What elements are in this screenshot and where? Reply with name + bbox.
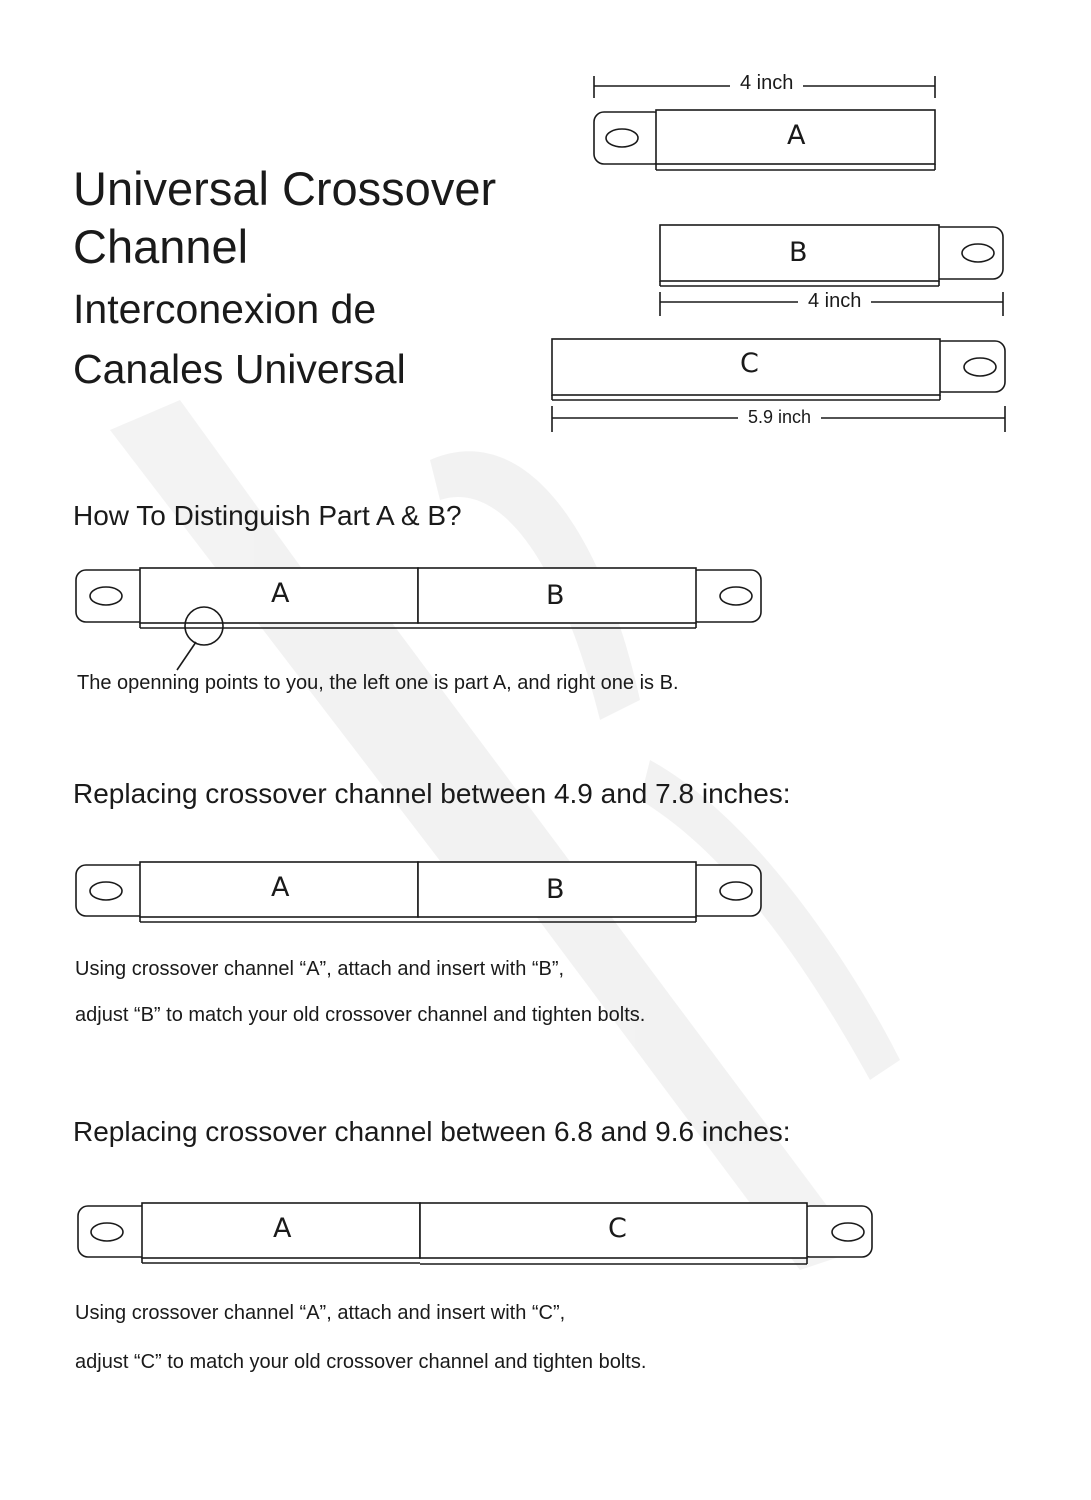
- section-2-heading: Replacing crossover channel between 4.9 and 7.8 inches:: [73, 778, 791, 809]
- section-3-right-label: C: [608, 1213, 627, 1244]
- part-a-channel: [594, 110, 935, 170]
- assembly-ab-distinguish: [76, 568, 761, 670]
- section-3-instruction-2: adjust “C” to match your old crossover channel and tighten bolts.: [75, 1351, 647, 1373]
- section-3-left-label: A: [273, 1213, 292, 1244]
- part-c-length-label: 5.9 inch: [738, 407, 821, 428]
- section-2-instruction-2: adjust “B” to match your old crossover channel and tighten bolts.: [75, 1004, 646, 1026]
- section-2-right-label: B: [546, 874, 565, 905]
- section-3-instruction-1: Using crossover channel “A”, attach and insert with “C”,: [75, 1302, 566, 1324]
- assembly-ab-short: [76, 862, 761, 922]
- part-a-length-label: 4 inch: [730, 72, 803, 95]
- part-c-channel: [552, 339, 1005, 400]
- section-2-instruction-1: Using crossover channel “A”, attach and insert with “B”,: [75, 958, 565, 980]
- part-b-length-label: 4 inch: [798, 290, 871, 313]
- section-1-caption: The openning points to you, the left one is part A, and right one is B.: [77, 672, 679, 694]
- section-1-right-label: B: [546, 580, 565, 611]
- title-line-4: Canales Universal: [73, 346, 406, 392]
- title-line-2: Channel: [73, 220, 249, 273]
- title-line-1: Universal Crossover: [73, 162, 497, 215]
- section-3-heading: Replacing crossover channel between 6.8 and 9.6 inches:: [73, 1116, 791, 1147]
- section-1-left-label: A: [271, 578, 290, 609]
- section-2-left-label: A: [271, 872, 290, 903]
- part-a-label: A: [787, 120, 806, 151]
- part-b-channel: [660, 225, 1003, 286]
- title-line-3: Interconexion de: [73, 286, 377, 332]
- assembly-ac-long: [78, 1203, 872, 1264]
- part-c-label: C: [740, 348, 759, 379]
- part-b-label: B: [789, 237, 808, 268]
- section-1-heading: How To Distinguish Part A & B?: [73, 500, 462, 531]
